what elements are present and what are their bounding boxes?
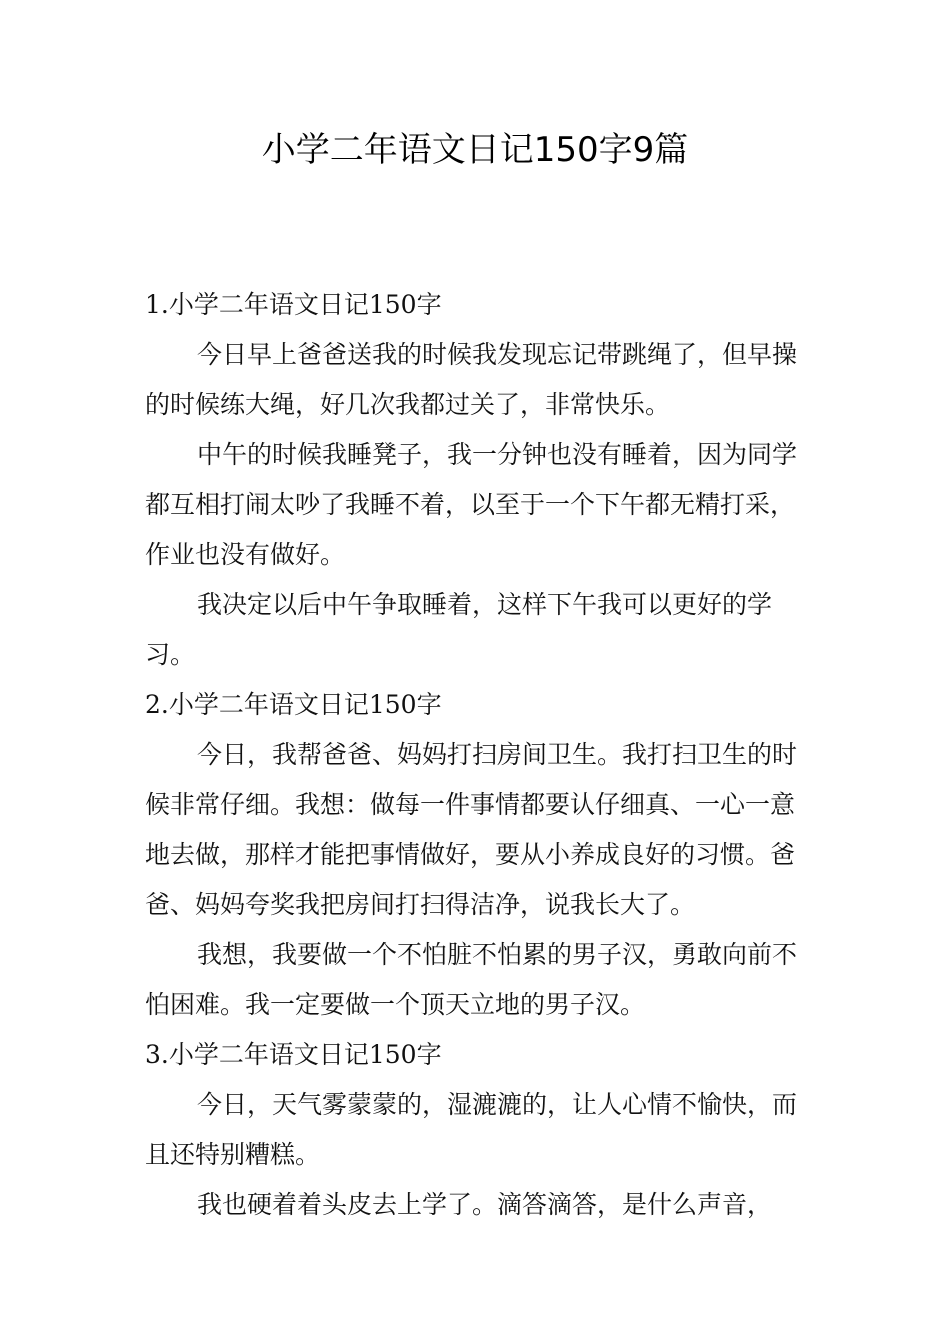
paragraph: 今日，我帮爸爸、妈妈打扫房间卫生。我打扫卫生的时候非常仔细。我想：做每一件事情都要认仔细真、一心一意地去做，那样才能把事情做好，要从小养成良好的习惯。爸爸、妈妈夸奖我把房间打扫得洁净，说我长大了。 (145, 740, 798, 919)
section-heading: 1.小学二年语文日记150字 (145, 290, 442, 319)
section-heading: 2.小学二年语文日记150字 (145, 690, 442, 719)
paragraph: 我想，我要做一个不怕脏不怕累的男子汉，勇敢向前不怕困难。我一定要做一个顶天立地的男子汉。 (145, 940, 798, 1019)
document-body (145, 280, 805, 1230)
paragraph: 今日，天气雾蒙蒙的，湿漉漉的，让人心情不愉快，而且还特别糟糕。 (145, 1090, 798, 1169)
paragraph: 我也硬着着头皮去上学了。滴答滴答，是什么声音， (197, 1190, 773, 1219)
paragraph: 今日早上爸爸送我的时候我发现忘记带跳绳了，但早操的时候练大绳，好几次我都过关了，非常快乐。 (145, 340, 798, 419)
paragraph: 我决定以后中午争取睡着，这样下午我可以更好的学习。 (145, 590, 773, 669)
document-title: 小学二年语文日记150字9篇 (261, 130, 689, 170)
section-heading: 3.小学二年语文日记150字 (145, 1040, 442, 1069)
paragraph: 中午的时候我睡凳子，我一分钟也没有睡着，因为同学都互相打闹太吵了我睡不着，以至于一个下午都无精打采，作业也没有做好。 (145, 440, 798, 569)
